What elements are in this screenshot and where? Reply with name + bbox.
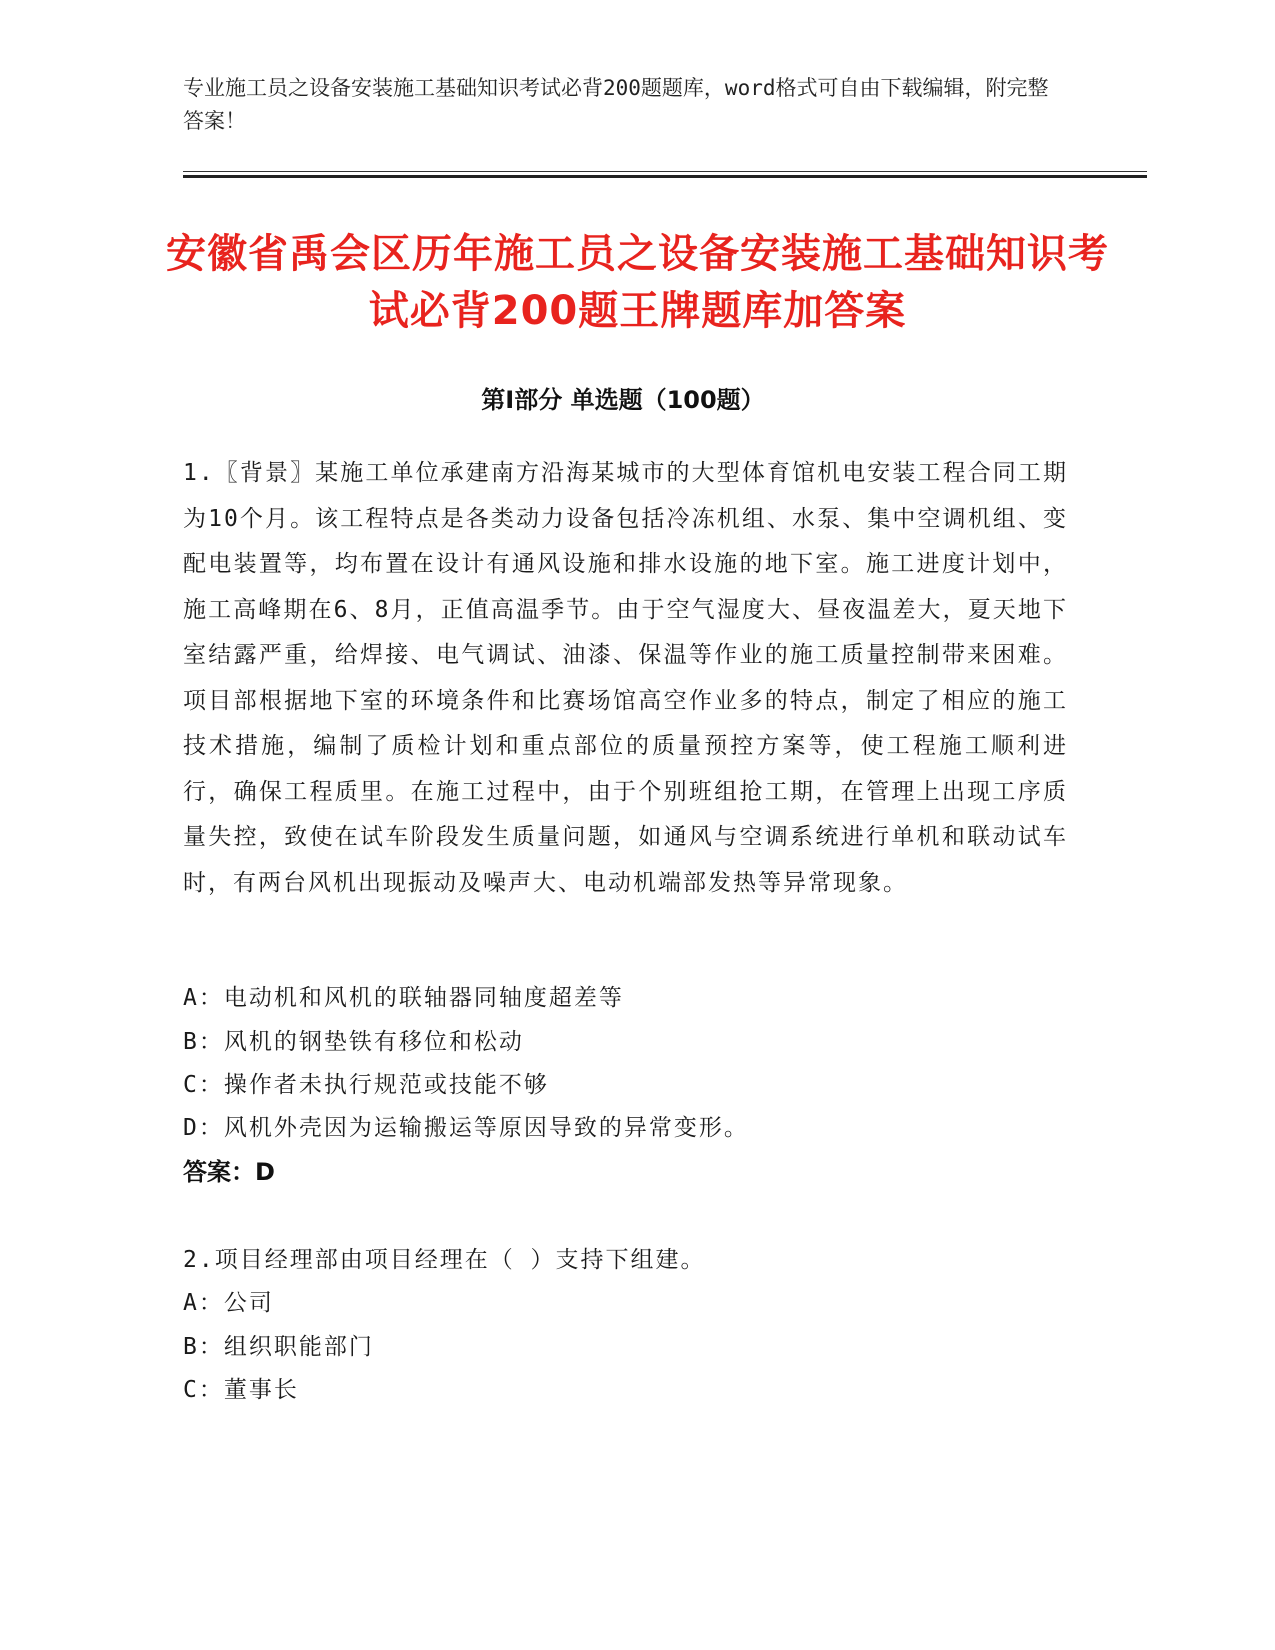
question-1-option-d: D：风机外壳因为运输搬运等原因导致的异常变形。 bbox=[183, 1115, 749, 1141]
header-note: 专业施工员之设备安装施工基础知识考试必背200题题库，word格式可自由下载编辑，附完整答案！ bbox=[183, 76, 1049, 133]
question-2-option-b: B：组织职能部门 bbox=[183, 1334, 374, 1360]
question-1-option-b: B：风机的钢垫铁有移位和松动 bbox=[183, 1029, 524, 1055]
header-divider-thin bbox=[183, 171, 1147, 172]
question-2-option-a: A：公司 bbox=[183, 1290, 274, 1316]
section-heading: 第Ⅰ部分 单选题（100题） bbox=[481, 386, 765, 414]
question-2-stem: 2.项目经理部由项目经理在（ ）支持下组建。 bbox=[183, 1247, 706, 1273]
header-divider-thick bbox=[183, 175, 1147, 178]
question-1-option-c: C：操作者未执行规范或技能不够 bbox=[183, 1072, 549, 1098]
question-1-option-a: A：电动机和风机的联轴器同轴度超差等 bbox=[183, 985, 624, 1011]
question-2-option-c: C：董事长 bbox=[183, 1377, 299, 1403]
document-title: 安徽省禹会区历年施工员之设备安装施工基础知识考试必背200题王牌题库加答案 bbox=[166, 231, 1109, 334]
question-1-answer: 答案：D bbox=[183, 1158, 275, 1186]
question-1-stem: 1.〖背景〗某施工单位承建南方沿海某城市的大型体育馆机电安装工程合同工期为10个月。该工程特点是各类动力设备包括冷冻机组、水泵、集中空调机组、变配电装置等，均布置在设计有通风设施和排水设施的地下室。施工进度计划中，施工高峰期在6、8月，正值高温季节。由于空气湿度大、昼夜温差大，夏天地下室结露严重，给焊接、电气调试、油漆、保温等作业的施工质量控制带来困难。项目部根据地下室的环境条件和比赛场馆高空作业多的特点，制定了相应的施工技术措施，编制了质检计划和重点部位的质量预控方案等，使工程施工顺利进行，确保工程质里。在施工过程中，由于个别班组抢工期，在管理上出现工序质量失控，致使在试车阶段发生质量问题，如通风与空调系统进行单机和联动试车时，有两台风机出现振动及噪声大、电动机端部发热等异常现象。 bbox=[183, 460, 1068, 896]
